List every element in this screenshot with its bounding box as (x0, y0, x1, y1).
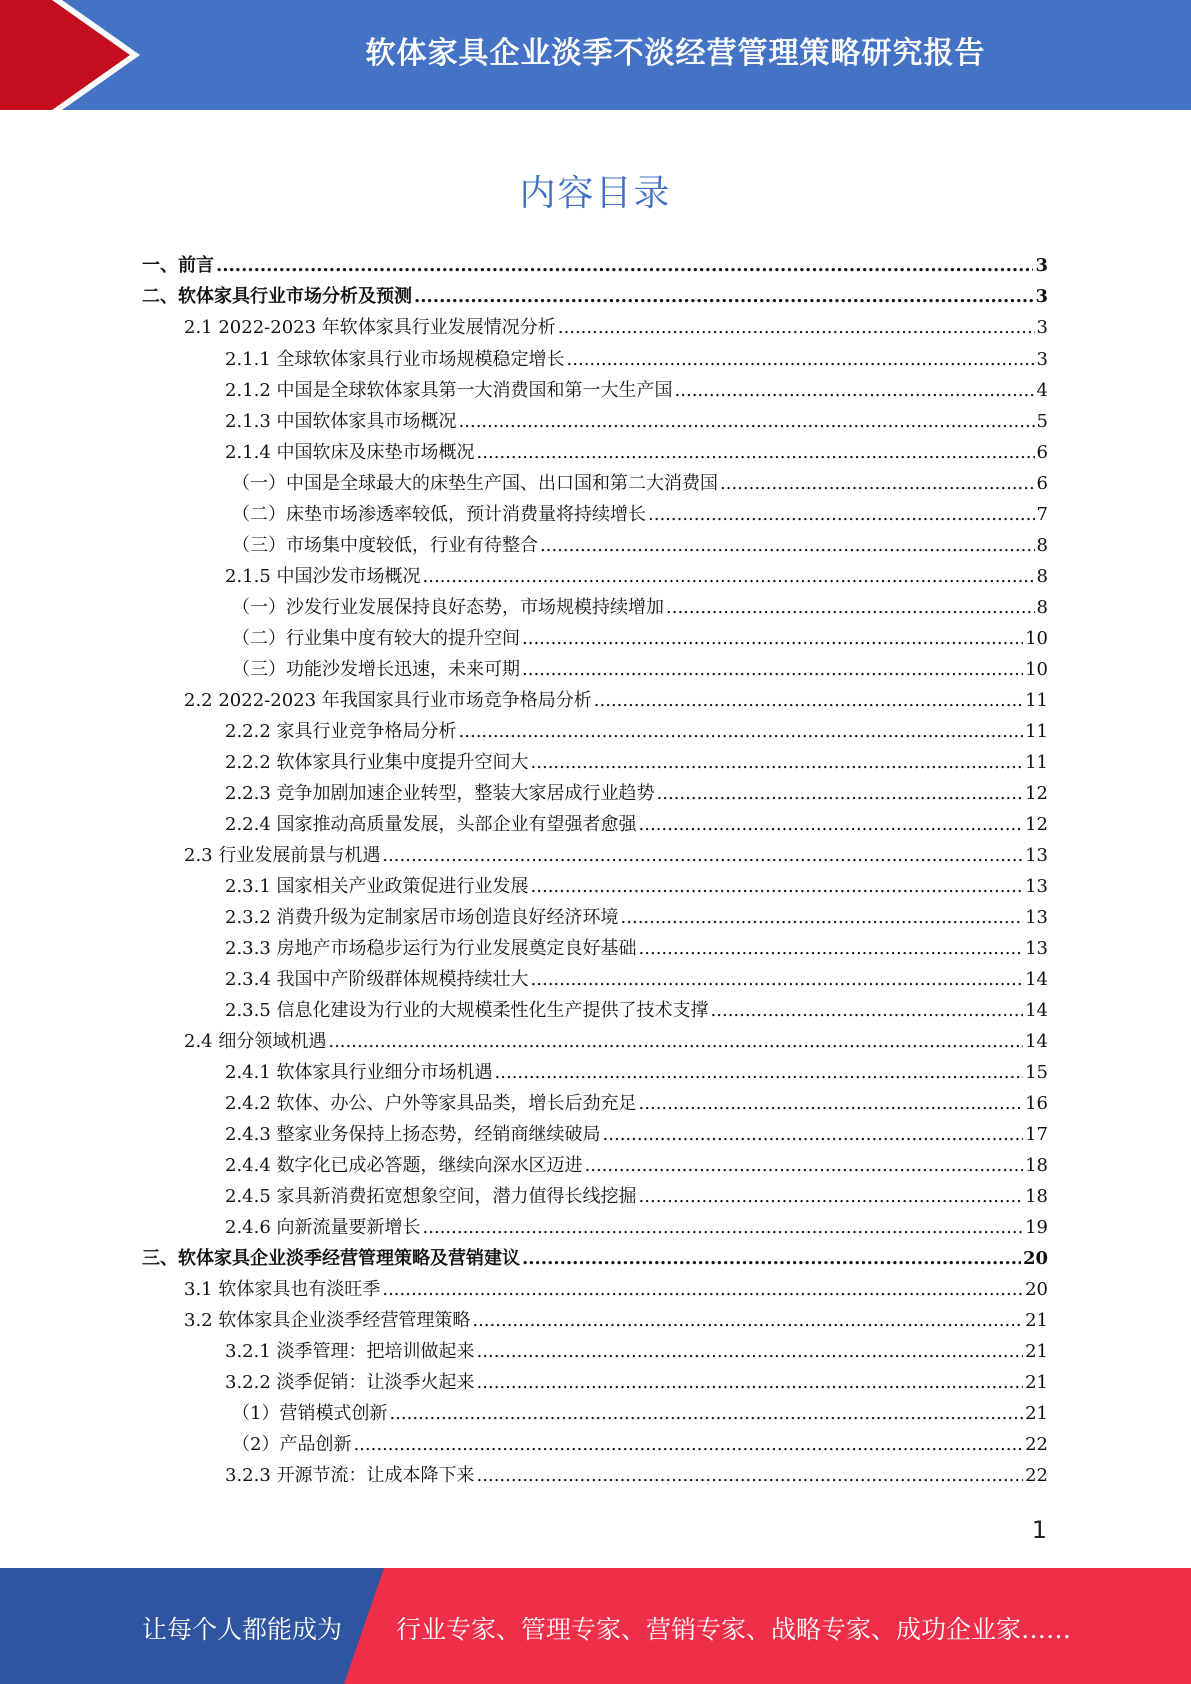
toc-entry[interactable] (225, 1338, 1048, 1366)
toc-leader-dots (495, 1059, 1024, 1087)
toc-entry[interactable] (232, 532, 1048, 560)
toc-entry-label: 2.4.1 软体家具行业细分市场机遇 (225, 1062, 493, 1083)
toc-entry-label: 三、软体家具企业淡季经营管理策略及营销建议 (142, 1248, 520, 1269)
toc-entry[interactable] (225, 346, 1048, 374)
toc-entry-label: 2.4.6 向新流量要新增长 (225, 1217, 421, 1238)
toc-entry-label: （2）产品创新 (232, 1434, 352, 1455)
toc-entry[interactable] (142, 252, 1048, 280)
toc-entry[interactable] (184, 687, 1048, 715)
toc-entry[interactable] (225, 439, 1048, 467)
toc-entry-label: （三）功能沙发增长迅速，未来可期 (232, 659, 520, 680)
toc-leader-dots (639, 1090, 1024, 1118)
toc-leader-dots (328, 1028, 1023, 1056)
toc-entry[interactable] (184, 1028, 1048, 1056)
toc-entry-label: 3.1 软体家具也有淡旺季 (184, 1279, 381, 1300)
toc-entry-label: 2.3.5 信息化建设为行业的大规模柔性化生产提供了技术支撑 (225, 1000, 709, 1021)
toc-leader-dots (423, 563, 1035, 591)
toc-entry-label: （三）市场集中度较低，行业有待整合 (232, 535, 538, 556)
toc-entry[interactable] (232, 501, 1048, 529)
toc-entry-label: 2.4.4 数字化已成必答题，继续向深水区迈进 (225, 1155, 583, 1176)
toc-entry-label: 3.2 软体家具企业淡季经营管理策略 (184, 1310, 471, 1331)
toc-entry[interactable] (184, 314, 1048, 342)
toc-entry-page: 6 (1036, 473, 1048, 494)
toc-entry-page: 21 (1025, 1310, 1048, 1331)
toc-entry[interactable] (184, 842, 1048, 870)
toc-leader-dots (382, 1276, 1023, 1304)
toc-leader-dots (522, 625, 1023, 653)
toc-entry[interactable] (225, 1462, 1048, 1490)
toc-entry-label: 2.3.1 国家相关产业政策促进行业发展 (225, 876, 529, 897)
toc-leader-dots (522, 656, 1023, 684)
toc-leader-dots (567, 346, 1035, 374)
toc-leader-dots (353, 1431, 1023, 1459)
page-number: 1 (1031, 1516, 1047, 1544)
toc-entry-label: 2.3 行业发展前景与机遇 (184, 845, 381, 866)
toc-entry[interactable] (225, 1183, 1048, 1211)
toc-leader-dots (459, 408, 1035, 436)
toc-entry-label: 二、软体家具行业市场分析及预测 (142, 286, 412, 307)
toc-entry-page: 14 (1025, 969, 1048, 990)
toc-entry[interactable] (184, 1307, 1048, 1335)
toc-leader-dots (531, 749, 1024, 777)
toc-leader-dots (666, 594, 1035, 622)
toc-entry-page: 17 (1025, 1124, 1048, 1145)
toc-entry-label: 2.4.3 整家业务保持上扬态势，经销商继续破局 (225, 1124, 601, 1145)
toc-entry-label: 2.2.3 竞争加剧加速企业转型，整装大家居成行业趋势 (225, 783, 655, 804)
toc-entry-page: 18 (1025, 1186, 1048, 1207)
toc-entry[interactable] (225, 904, 1048, 932)
toc-leader-dots (522, 1245, 1021, 1273)
toc-entry-label: 2.2.2 家具行业竞争格局分析 (225, 721, 457, 742)
toc-entry-page: 19 (1025, 1217, 1048, 1238)
toc-entry-page: 21 (1025, 1372, 1048, 1393)
toc-entry-page: 8 (1036, 566, 1048, 587)
toc-entry[interactable] (225, 1090, 1048, 1118)
toc-leader-dots (459, 718, 1024, 746)
toc-entry-label: 2.1.2 中国是全球软体家具第一大消费国和第一大生产国 (225, 380, 673, 401)
toc-entry[interactable] (225, 1059, 1048, 1087)
toc-entry-label: 2.1.5 中国沙发市场概况 (225, 566, 421, 587)
toc-entry-page: 12 (1025, 783, 1048, 804)
toc-title: 内容目录 (519, 173, 672, 214)
toc-entry-label: 2.3.4 我国中产阶级群体规模持续壮大 (225, 969, 529, 990)
toc-entry-page: 6 (1036, 442, 1048, 463)
toc-leader-dots (477, 439, 1035, 467)
toc-entry-page: 10 (1025, 659, 1048, 680)
toc-entry-page: 13 (1025, 845, 1048, 866)
toc-leader-dots (720, 470, 1035, 498)
toc-entry-label: 2.2.2 软体家具行业集中度提升空间大 (225, 752, 529, 773)
toc-leader-dots (594, 687, 1023, 715)
header-banner (0, 0, 1191, 110)
toc-entry-page: 4 (1036, 380, 1048, 401)
toc-leader-dots (675, 377, 1035, 405)
toc-entry-page: 16 (1025, 1093, 1048, 1114)
toc-entry-page: 3 (1036, 317, 1048, 338)
header-arrow-decoration (0, 0, 160, 110)
toc-leader-dots (540, 532, 1035, 560)
toc-entry[interactable] (225, 1121, 1048, 1149)
toc-entry-page: 3 (1036, 349, 1048, 370)
toc-entry-label: 2.1.4 中国软床及床垫市场概况 (225, 442, 475, 463)
toc-entry[interactable] (225, 780, 1048, 808)
toc-entry[interactable] (232, 470, 1048, 498)
toc-leader-dots (621, 904, 1024, 932)
toc-entry[interactable] (225, 563, 1048, 591)
toc-entry-page: 18 (1025, 1155, 1048, 1176)
toc-entry-label: （一）中国是全球最大的床垫生产国、出口国和第二大消费国 (232, 473, 718, 494)
toc-entry-page: 8 (1036, 597, 1048, 618)
toc-leader-dots (414, 283, 1033, 311)
toc-entry[interactable] (225, 1369, 1048, 1397)
toc-entry[interactable] (142, 1245, 1048, 1273)
toc-entry-label: 2.1.3 中国软体家具市场概况 (225, 411, 457, 432)
toc-leader-dots (477, 1462, 1024, 1490)
toc-entry[interactable] (232, 625, 1048, 653)
toc-entry-page: 14 (1025, 1000, 1048, 1021)
toc-entry-page: 13 (1025, 907, 1048, 928)
toc-entry[interactable] (225, 718, 1048, 746)
toc-leader-dots (585, 1152, 1024, 1180)
toc-leader-dots (216, 252, 1033, 280)
toc-leader-dots (558, 314, 1035, 342)
toc-entry-page: 20 (1025, 1279, 1048, 1300)
toc-entry-label: 3.2.1 淡季管理：把培训做起来 (225, 1341, 475, 1362)
toc-entry[interactable] (225, 749, 1048, 777)
toc-entry-page: 22 (1025, 1434, 1048, 1455)
toc-entry-label: 2.2.4 国家推动高质量发展，头部企业有望强者愈强 (225, 814, 637, 835)
toc-entry-label: （1）营销模式创新 (232, 1403, 388, 1424)
toc-entry-label: 2.2 2022-2023 年我国家具行业市场竞争格局分析 (184, 690, 592, 711)
toc-entry-label: 3.2.2 淡季促销：让淡季火起来 (225, 1372, 475, 1393)
toc-entry-page: 14 (1025, 1031, 1048, 1052)
toc-entry-page: 21 (1025, 1341, 1048, 1362)
toc-entry-label: 2.4 细分领域机遇 (184, 1031, 327, 1052)
toc-entry-label: 2.3.2 消费升级为定制家居市场创造良好经济环境 (225, 907, 619, 928)
toc-entry-label: 2.4.5 家具新消费拓宽想象空间，潜力值得长线挖掘 (225, 1186, 637, 1207)
toc-entry[interactable] (232, 1400, 1048, 1428)
toc-leader-dots (657, 780, 1024, 808)
toc-entry[interactable] (225, 873, 1048, 901)
toc-entry-page: 3 (1035, 255, 1048, 276)
toc-leader-dots (711, 997, 1024, 1025)
toc-leader-dots (648, 501, 1035, 529)
toc-entry[interactable] (184, 1276, 1048, 1304)
toc-leader-dots (382, 842, 1023, 870)
toc-entry[interactable] (225, 935, 1048, 963)
toc-entry[interactable] (225, 811, 1048, 839)
toc-entry-label: （二）行业集中度有较大的提升空间 (232, 628, 520, 649)
toc-entry[interactable] (225, 1214, 1048, 1242)
toc-entry-page: 11 (1025, 721, 1048, 742)
report-title: 软体家具企业淡季不淡经营管理策略研究报告 (365, 36, 986, 71)
toc-entry-label: 3.2.3 开源节流：让成本降下来 (225, 1465, 475, 1486)
toc-leader-dots (477, 1338, 1024, 1366)
footer-slogan-left: 让每个人都能成为 (142, 1615, 343, 1644)
toc-leader-dots (639, 935, 1024, 963)
toc-entry[interactable] (232, 594, 1048, 622)
toc-entry[interactable] (225, 1152, 1048, 1180)
toc-entry-page: 11 (1025, 690, 1048, 711)
toc-entry-label: 2.1 2022-2023 年软体家具行业发展情况分析 (184, 317, 556, 338)
toc-entry-label: 2.1.1 全球软体家具行业市场规模稳定增长 (225, 349, 565, 370)
toc-leader-dots (477, 1369, 1024, 1397)
toc-entry-page: 11 (1025, 752, 1048, 773)
footer-slogan-right: 行业专家、管理专家、营销专家、战略专家、成功企业家…… (396, 1615, 1072, 1644)
toc-entry[interactable] (232, 1431, 1048, 1459)
toc-leader-dots (423, 1214, 1024, 1242)
toc-entry[interactable] (142, 283, 1048, 311)
toc-entry-page: 22 (1025, 1465, 1048, 1486)
toc-leader-dots (389, 1400, 1023, 1428)
toc-entry-page: 21 (1025, 1403, 1048, 1424)
toc-leader-dots (531, 966, 1024, 994)
toc-entry-page: 10 (1025, 628, 1048, 649)
toc-entry[interactable] (232, 656, 1048, 684)
toc-entry-page: 12 (1025, 814, 1048, 835)
toc-entry-label: （二）床垫市场渗透率较低，预计消费量将持续增长 (232, 504, 646, 525)
toc-entry-page: 8 (1036, 535, 1048, 556)
toc-entry[interactable] (225, 997, 1048, 1025)
toc-entry-page: 20 (1022, 1248, 1048, 1269)
toc-entry-label: 一、前言 (142, 255, 214, 276)
toc-entry-page: 3 (1035, 286, 1048, 307)
toc-entry-page: 15 (1025, 1062, 1048, 1083)
toc-leader-dots (603, 1121, 1024, 1149)
footer-banner (0, 1568, 1191, 1684)
toc-entry[interactable] (225, 408, 1048, 436)
toc-entry-page: 7 (1036, 504, 1048, 525)
toc-entry[interactable] (225, 966, 1048, 994)
toc-entry-label: 2.4.2 软体、办公、户外等家具品类，增长后劲充足 (225, 1093, 637, 1114)
toc-leader-dots (472, 1307, 1023, 1335)
toc-leader-dots (639, 1183, 1024, 1211)
toc-entry-page: 13 (1025, 938, 1048, 959)
toc-leader-dots (531, 873, 1024, 901)
toc-entry-label: （一）沙发行业发展保持良好态势，市场规模持续增加 (232, 597, 664, 618)
toc-leader-dots (639, 811, 1024, 839)
toc-entry[interactable] (225, 377, 1048, 405)
toc-entry-page: 13 (1025, 876, 1048, 897)
toc-entry-label: 2.3.3 房地产市场稳步运行为行业发展奠定良好基础 (225, 938, 637, 959)
toc-entry-page: 5 (1036, 411, 1048, 432)
